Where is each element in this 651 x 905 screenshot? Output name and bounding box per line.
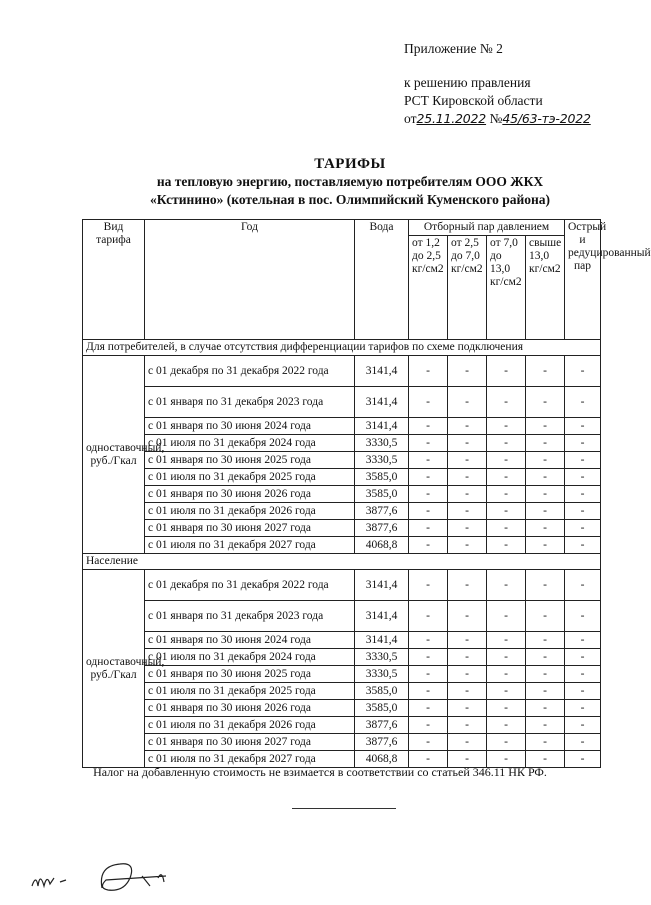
water-value-cell: 3141,4 [355,418,409,435]
empty-value-cell: - [526,601,565,632]
empty-value-cell: - [409,734,448,751]
table-row [83,435,601,452]
appendix-decision: к решению правления [404,75,531,90]
empty-value-cell: - [448,649,487,666]
water-value-cell: 3141,4 [355,356,409,387]
period-cell: с 01 июля по 31 декабря 2026 года [145,503,355,520]
table-row [83,734,601,751]
water-value-cell: 3141,4 [355,601,409,632]
table-row [83,537,601,554]
empty-value-cell: - [526,751,565,768]
empty-value-cell: - [409,418,448,435]
period-cell: с 01 июля по 31 декабря 2027 года [145,751,355,768]
period-cell: с 01 июля по 31 декабря 2027 года [145,537,355,554]
empty-value-cell: - [487,452,526,469]
empty-value-cell: - [565,666,601,683]
section-row [83,554,601,570]
tariff-type: одноставочный, руб./Гкал [83,570,145,768]
table-row [83,700,601,717]
header-sharp-steam: Острый и редуцированный пар [565,220,601,340]
empty-value-cell: - [526,486,565,503]
empty-value-cell: - [487,666,526,683]
empty-value-cell: - [487,751,526,768]
title-heading: ТАРИФЫ [314,156,386,172]
from-label: от [404,111,417,126]
water-value-cell: 3877,6 [355,503,409,520]
table-row [83,632,601,649]
empty-value-cell: - [487,387,526,418]
empty-value-cell: - [487,418,526,435]
section-title: Для потребителей, в случае отсутствия дифференциации тарифов по схеме подключения [83,340,601,356]
table-row [83,683,601,700]
empty-value-cell: - [487,356,526,387]
header-pressure-3: от 7,0 до 13,0 кг/см2 [487,236,526,340]
empty-value-cell: - [487,734,526,751]
period-cell: с 01 января по 30 июня 2027 года [145,520,355,537]
period-cell: с 01 июля по 31 декабря 2026 года [145,717,355,734]
table-row [83,452,601,469]
empty-value-cell: - [526,387,565,418]
empty-value-cell: - [526,734,565,751]
title-line-2: «Кстинино» (котельная в пос. Олимпийский Куменского района) [149,192,551,207]
empty-value-cell: - [565,601,601,632]
handwritten-signature [22,856,202,904]
header-steam: Отборный пар давлением [409,220,565,236]
empty-value-cell: - [565,570,601,601]
empty-value-cell: - [565,683,601,700]
table-row [83,418,601,435]
water-value-cell: 3585,0 [355,700,409,717]
empty-value-cell: - [448,503,487,520]
period-cell: с 01 июля по 31 декабря 2024 года [145,649,355,666]
empty-value-cell: - [409,632,448,649]
empty-value-cell: - [565,418,601,435]
period-cell: с 01 января по 30 июня 2026 года [145,700,355,717]
separator-line [292,808,396,809]
table-row [83,469,601,486]
empty-value-cell: - [448,486,487,503]
title-line-1: на тепловую энергию, поставляемую потребителям ООО ЖКХ [156,174,544,189]
decision-number: 45/63-тэ-2022 [502,111,591,126]
header-pressure-4: свыше 13,0 кг/см2 [526,236,565,340]
empty-value-cell: - [448,387,487,418]
header-water: Вода [355,220,409,340]
empty-value-cell: - [526,700,565,717]
empty-value-cell: - [487,632,526,649]
period-cell: с 01 января по 30 июня 2024 года [145,632,355,649]
water-value-cell: 3330,5 [355,452,409,469]
empty-value-cell: - [448,734,487,751]
period-cell: с 01 июля по 31 декабря 2024 года [145,435,355,452]
water-value-cell: 3330,5 [355,435,409,452]
period-cell: с 01 декабря по 31 декабря 2022 года [145,356,355,387]
empty-value-cell: - [526,356,565,387]
empty-value-cell: - [487,570,526,601]
document-title [60,155,640,209]
empty-value-cell: - [565,649,601,666]
empty-value-cell: - [409,469,448,486]
vat-note: Налог на добавленную стоимость не взимается в соответствии со статьей 346.11 НК РФ. [93,765,547,779]
period-cell: с 01 июля по 31 декабря 2025 года [145,469,355,486]
empty-value-cell: - [526,503,565,520]
empty-value-cell: - [487,601,526,632]
empty-value-cell: - [526,570,565,601]
table-row [83,570,601,601]
empty-value-cell: - [448,700,487,717]
table-row [83,601,601,632]
period-cell: с 01 января по 30 июня 2025 года [145,452,355,469]
water-value-cell: 3141,4 [355,632,409,649]
empty-value-cell: - [565,435,601,452]
empty-value-cell: - [526,717,565,734]
water-value-cell: 4068,8 [355,751,409,768]
empty-value-cell: - [409,537,448,554]
empty-value-cell: - [448,666,487,683]
period-cell: с 01 января по 30 июня 2024 года [145,418,355,435]
empty-value-cell: - [526,666,565,683]
empty-value-cell: - [448,520,487,537]
water-value-cell: 3330,5 [355,649,409,666]
empty-value-cell: - [565,486,601,503]
empty-value-cell: - [526,469,565,486]
empty-value-cell: - [448,537,487,554]
period-cell: с 01 января по 31 декабря 2023 года [145,387,355,418]
empty-value-cell: - [565,734,601,751]
empty-value-cell: - [526,452,565,469]
empty-value-cell: - [526,649,565,666]
empty-value-cell: - [409,666,448,683]
header-type: Вид тарифа [83,220,145,340]
number-label: № [489,111,503,126]
empty-value-cell: - [526,683,565,700]
empty-value-cell: - [409,570,448,601]
empty-value-cell: - [409,649,448,666]
empty-value-cell: - [565,387,601,418]
empty-value-cell: - [448,717,487,734]
period-cell: с 01 июля по 31 декабря 2025 года [145,683,355,700]
water-value-cell: 3141,4 [355,387,409,418]
water-value-cell: 3877,6 [355,520,409,537]
empty-value-cell: - [448,601,487,632]
table-row [83,520,601,537]
empty-value-cell: - [526,418,565,435]
table-row [83,666,601,683]
empty-value-cell: - [565,717,601,734]
appendix-block [404,40,591,128]
empty-value-cell: - [526,632,565,649]
empty-value-cell: - [526,537,565,554]
water-value-cell: 3877,6 [355,734,409,751]
empty-value-cell: - [448,683,487,700]
empty-value-cell: - [409,435,448,452]
period-cell: с 01 января по 31 декабря 2023 года [145,601,355,632]
water-value-cell: 3141,4 [355,570,409,601]
water-value-cell: 3585,0 [355,683,409,700]
appendix-date-number [404,110,591,128]
period-cell: с 01 января по 30 июня 2026 года [145,486,355,503]
appendix-authority: РСТ Кировской области [404,93,543,108]
header-year: Год [145,220,355,340]
table-row [83,356,601,387]
empty-value-cell: - [409,751,448,768]
empty-value-cell: - [409,717,448,734]
empty-value-cell: - [448,751,487,768]
empty-value-cell: - [565,356,601,387]
water-value-cell: 3585,0 [355,469,409,486]
empty-value-cell: - [487,435,526,452]
empty-value-cell: - [526,520,565,537]
header-pressure-2: от 2,5 до 7,0 кг/см2 [448,236,487,340]
empty-value-cell: - [409,356,448,387]
empty-value-cell: - [487,469,526,486]
tariffs-table [82,219,651,768]
empty-value-cell: - [487,717,526,734]
empty-value-cell: - [565,537,601,554]
section-row [83,340,601,356]
empty-value-cell: - [565,469,601,486]
decision-date: 25.11.2022 [416,111,487,126]
empty-value-cell: - [487,503,526,520]
section-title: Население [83,554,601,570]
appendix-title: Приложение № 2 [404,41,503,56]
period-cell: с 01 декабря по 31 декабря 2022 года [145,570,355,601]
empty-value-cell: - [448,570,487,601]
empty-value-cell: - [409,683,448,700]
tariff-type: одноставочный, руб./Гкал [83,356,145,554]
table-row [83,387,601,418]
period-cell: с 01 января по 30 июня 2025 года [145,666,355,683]
water-value-cell: 3585,0 [355,486,409,503]
table-row [83,717,601,734]
water-value-cell: 4068,8 [355,537,409,554]
empty-value-cell: - [565,700,601,717]
empty-value-cell: - [409,520,448,537]
empty-value-cell: - [487,486,526,503]
table-row [83,503,601,520]
water-value-cell: 3330,5 [355,666,409,683]
table-row [83,649,601,666]
period-cell: с 01 января по 30 июня 2027 года [145,734,355,751]
header-pressure-1: от 1,2 до 2,5 кг/см2 [409,236,448,340]
table-row [83,486,601,503]
empty-value-cell: - [409,601,448,632]
empty-value-cell: - [565,632,601,649]
empty-value-cell: - [526,435,565,452]
empty-value-cell: - [409,387,448,418]
empty-value-cell: - [409,452,448,469]
empty-value-cell: - [448,356,487,387]
empty-value-cell: - [448,452,487,469]
empty-value-cell: - [448,435,487,452]
empty-value-cell: - [487,700,526,717]
empty-value-cell: - [448,469,487,486]
empty-value-cell: - [487,520,526,537]
empty-value-cell: - [565,520,601,537]
empty-value-cell: - [565,503,601,520]
empty-value-cell: - [448,632,487,649]
empty-value-cell: - [409,700,448,717]
empty-value-cell: - [409,486,448,503]
empty-value-cell: - [487,649,526,666]
empty-value-cell: - [448,418,487,435]
empty-value-cell: - [487,683,526,700]
empty-value-cell: - [487,537,526,554]
empty-value-cell: - [565,452,601,469]
empty-value-cell: - [409,503,448,520]
empty-value-cell: - [565,751,601,768]
water-value-cell: 3877,6 [355,717,409,734]
